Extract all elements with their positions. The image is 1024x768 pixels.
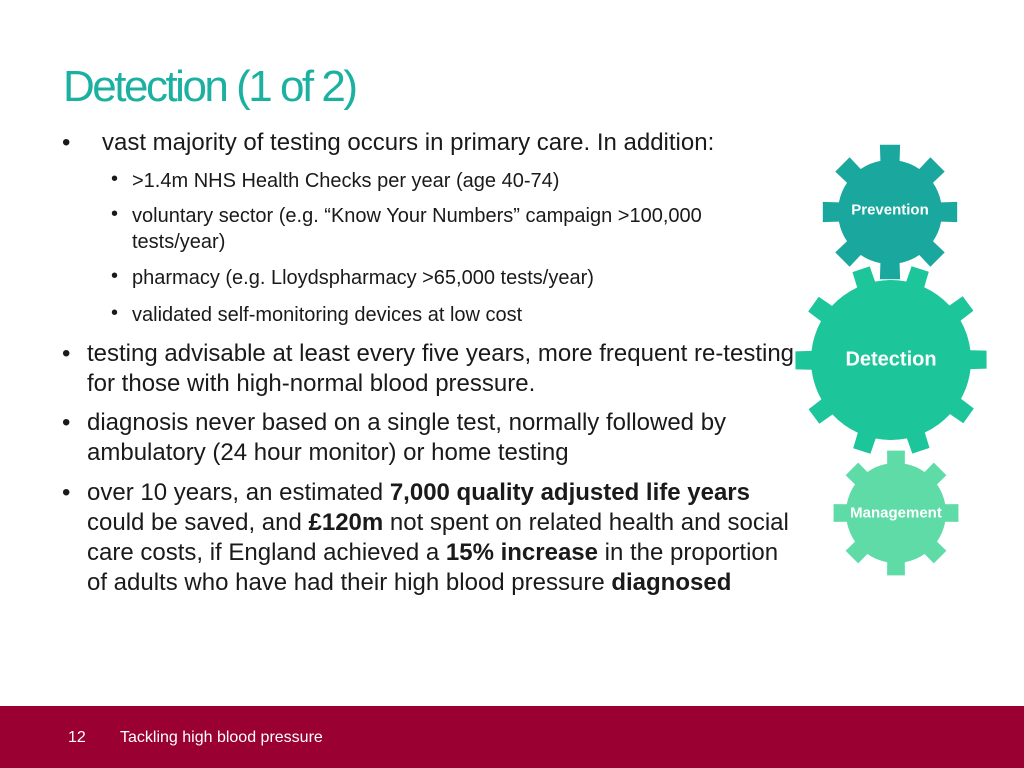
bullet-diagnosis xyxy=(62,408,802,468)
sub-bullet-text: >1.4m NHS Health Checks per year (age 40-74) xyxy=(132,170,560,192)
page-number: 12 xyxy=(68,729,86,746)
gears-diagram xyxy=(790,130,1000,590)
footer-bar xyxy=(0,706,1024,768)
bullet-outcomes xyxy=(62,478,802,598)
cost-highlight: £120m xyxy=(308,509,384,536)
bullet-text: diagnosis never based on a single test, normally followed by ambulatory (24 hour monitor) or home testing xyxy=(87,409,727,466)
bullet-text: testing advisable at least every five years, more frequent re-testing for those with high-normal blood pressure. xyxy=(87,340,795,397)
bullet-marker: • xyxy=(62,479,71,506)
qaly-highlight: 7,000 quality adjusted life years xyxy=(389,479,750,506)
bullet-marker: • xyxy=(62,129,71,156)
slide-title: Detection (1 of 2) xyxy=(63,62,356,111)
bullet-text-part: could be saved, and xyxy=(87,509,309,536)
sub-bullet-text: voluntary sector (e.g. “Know Your Numbers” campaign >100,000 tests/year) xyxy=(132,205,702,253)
sub-bullet-text: pharmacy (e.g. Lloydspharmacy >65,000 tests/year) xyxy=(132,267,594,289)
sub-bullet-self-monitoring xyxy=(111,302,791,328)
increase-highlight: 15% increase xyxy=(445,539,598,566)
sub-bullet-text: validated self-monitoring devices at low cost xyxy=(132,304,523,326)
bullet-marker: • xyxy=(111,203,119,225)
bullet-marker: • xyxy=(111,168,119,190)
bullet-marker: • xyxy=(111,302,119,324)
bullet-text-part: in the proportion of adults who have had their high blood pressure xyxy=(87,539,779,596)
footer-title: Tackling high blood pressure xyxy=(120,729,323,746)
bullet-testing-frequency xyxy=(62,339,802,399)
prevention-label: Prevention xyxy=(851,201,929,219)
bullet-text-part: not spent on related health and social care costs, if England achieved a xyxy=(87,509,789,566)
sub-bullet-voluntary-sector xyxy=(111,203,791,255)
bullet-primary-care xyxy=(62,128,802,158)
bullet-text-part: over 10 years, an estimated xyxy=(87,479,390,506)
bullet-marker: • xyxy=(111,265,119,287)
management-label: Management xyxy=(850,504,942,522)
bullet-marker: • xyxy=(62,340,71,367)
diagnosed-highlight: diagnosed xyxy=(611,569,732,596)
sub-bullet-pharmacy xyxy=(111,265,791,291)
detection-label: Detection xyxy=(845,348,937,371)
sub-bullet-health-checks xyxy=(111,168,791,194)
bullet-text: vast majority of testing occurs in primary care. In addition: xyxy=(102,129,715,156)
bullet-marker: • xyxy=(62,409,71,436)
bullet-text xyxy=(62,478,802,598)
